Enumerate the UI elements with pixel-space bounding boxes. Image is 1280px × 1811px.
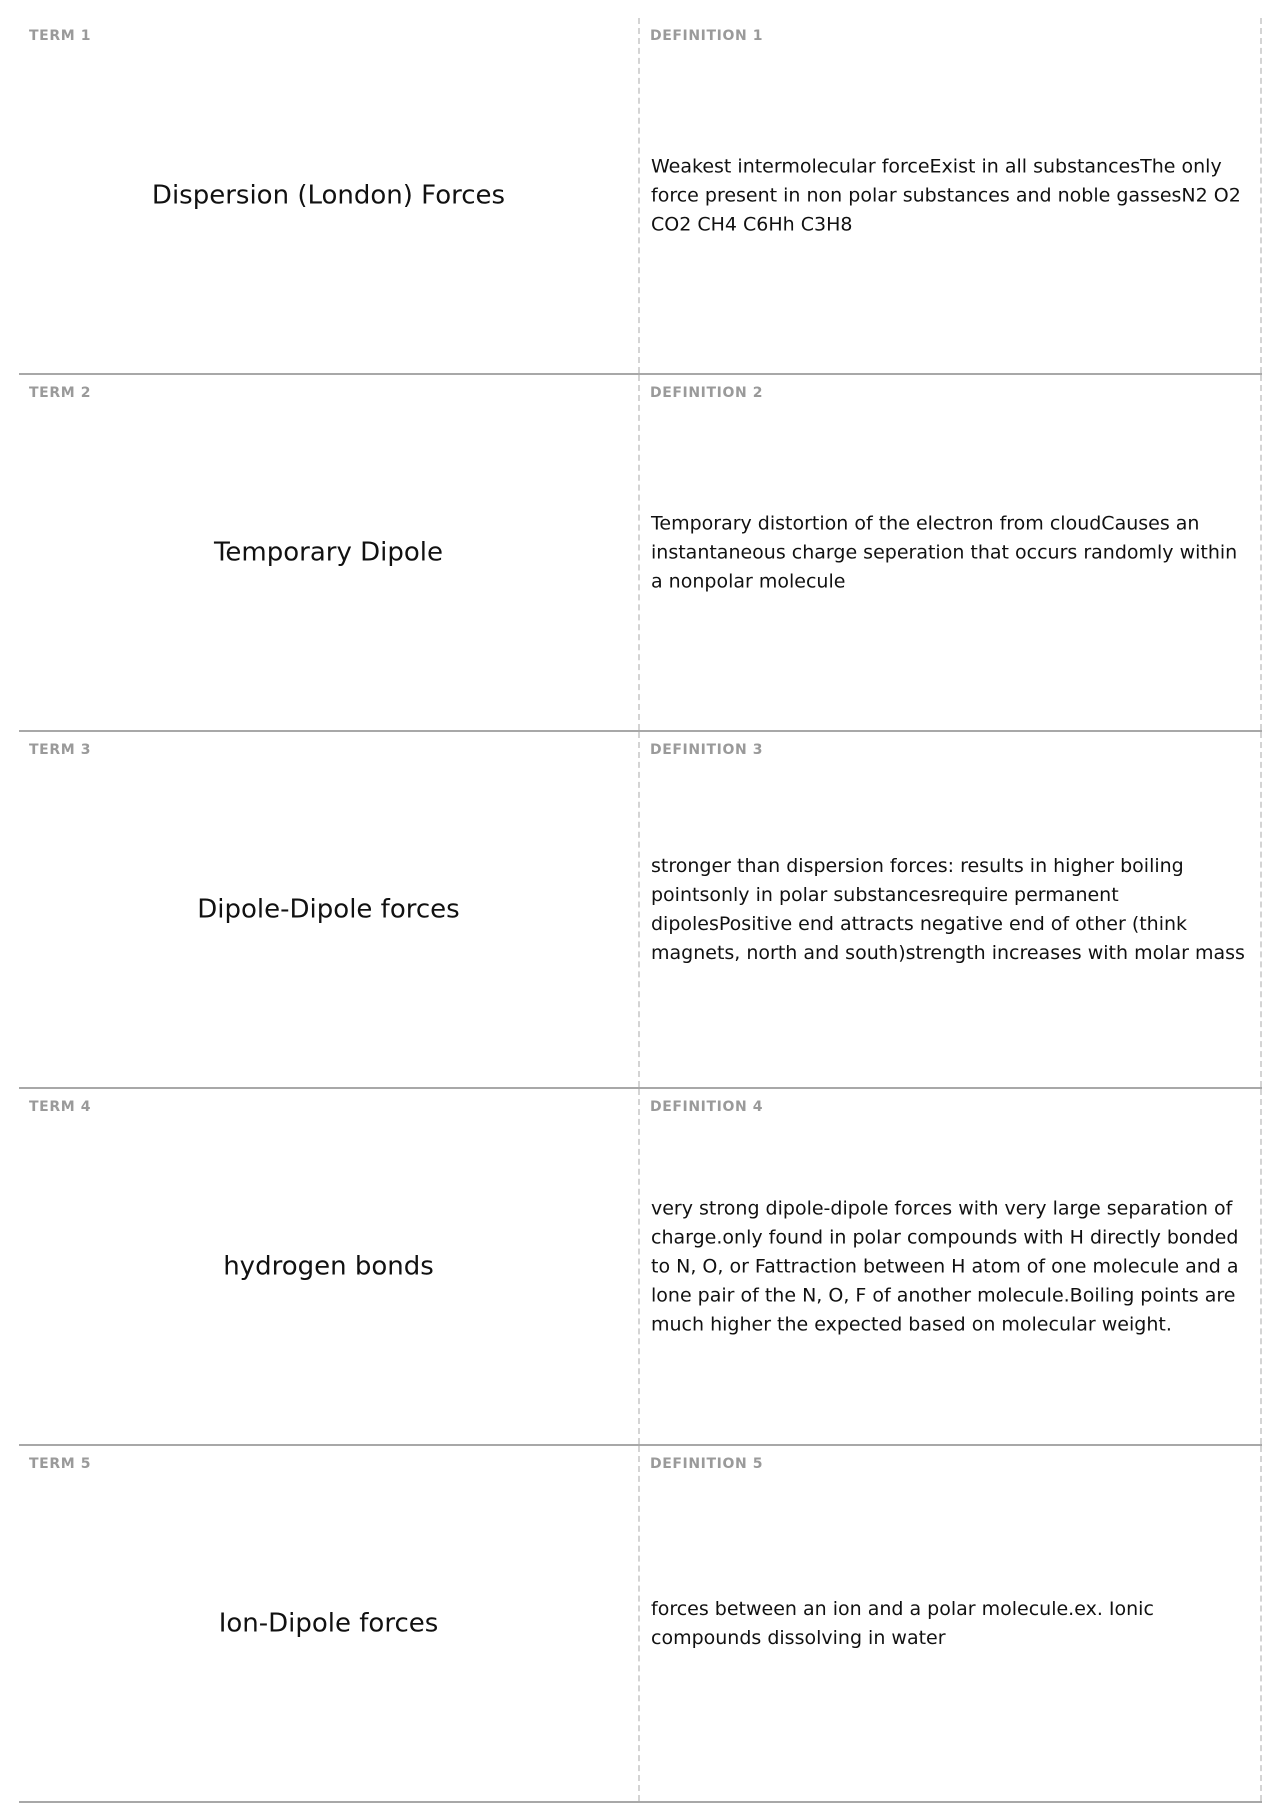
term-cell bbox=[19, 1446, 640, 1801]
term-text: hydrogen bonds bbox=[223, 1250, 434, 1281]
definition-label: DEFINITION 1 bbox=[650, 28, 764, 44]
definition-label: DEFINITION 2 bbox=[650, 385, 764, 401]
definition-label: DEFINITION 5 bbox=[650, 1456, 764, 1472]
term-label: TERM 2 bbox=[29, 385, 92, 401]
card-row-3 bbox=[19, 732, 1262, 1089]
term-label: TERM 5 bbox=[29, 1456, 92, 1472]
definition-text: stronger than dispersion forces: results in higher boiling pointsonly in polar substancesrequire permanent dipolesPositive end attracts negative end of other (think magnets, north and south)strength increases with molar mass bbox=[651, 854, 1245, 964]
definition-label: DEFINITION 3 bbox=[650, 742, 764, 758]
card-row-4 bbox=[19, 1089, 1262, 1446]
definition-label: DEFINITION 4 bbox=[650, 1099, 764, 1115]
term-cell bbox=[19, 375, 640, 730]
definition-cell bbox=[640, 732, 1262, 1087]
term-text: Temporary Dipole bbox=[213, 536, 444, 567]
definition-cell bbox=[640, 18, 1262, 373]
term-cell bbox=[19, 1089, 640, 1444]
term-cell bbox=[19, 732, 640, 1087]
card-row-2 bbox=[19, 375, 1262, 732]
term-label: TERM 3 bbox=[29, 742, 92, 758]
term-label: TERM 1 bbox=[29, 28, 92, 44]
definition-text: very strong dipole-dipole forces with very large separation of charge.only found in polar compounds with H directly bonded to N, O, or Fattraction between H atom of one molecule and a lone pair of the N, O, F of another molecule.Boiling points are much higher the expected based on molecular weight. bbox=[651, 1197, 1239, 1335]
term-label: TERM 4 bbox=[29, 1099, 92, 1115]
definition-text: Weakest intermolecular forceExist in all substancesThe only force present in non polar substances and noble gassesN2 O2 CO2 CH4 C6Hh C3H8 bbox=[651, 155, 1241, 235]
definition-text: forces between an ion and a polar molecule.ex. Ionic compounds dissolving in water bbox=[651, 1597, 1154, 1649]
term-text: Dipole-Dipole forces bbox=[197, 893, 460, 924]
definition-text: Temporary distortion of the electron from cloudCauses an instantaneous charge seperation that occurs randomly within a nonpolar molecule bbox=[651, 512, 1238, 592]
card-row-5 bbox=[19, 1446, 1262, 1803]
term-text: Ion-Dipole forces bbox=[218, 1607, 439, 1638]
term-cell bbox=[19, 18, 640, 373]
term-text: Dispersion (London) Forces bbox=[151, 179, 506, 210]
definition-cell bbox=[640, 375, 1262, 730]
definition-cell bbox=[640, 1446, 1262, 1801]
card-row-1 bbox=[19, 18, 1262, 375]
flashcard-sheet bbox=[19, 18, 1262, 1803]
definition-cell bbox=[640, 1089, 1262, 1444]
